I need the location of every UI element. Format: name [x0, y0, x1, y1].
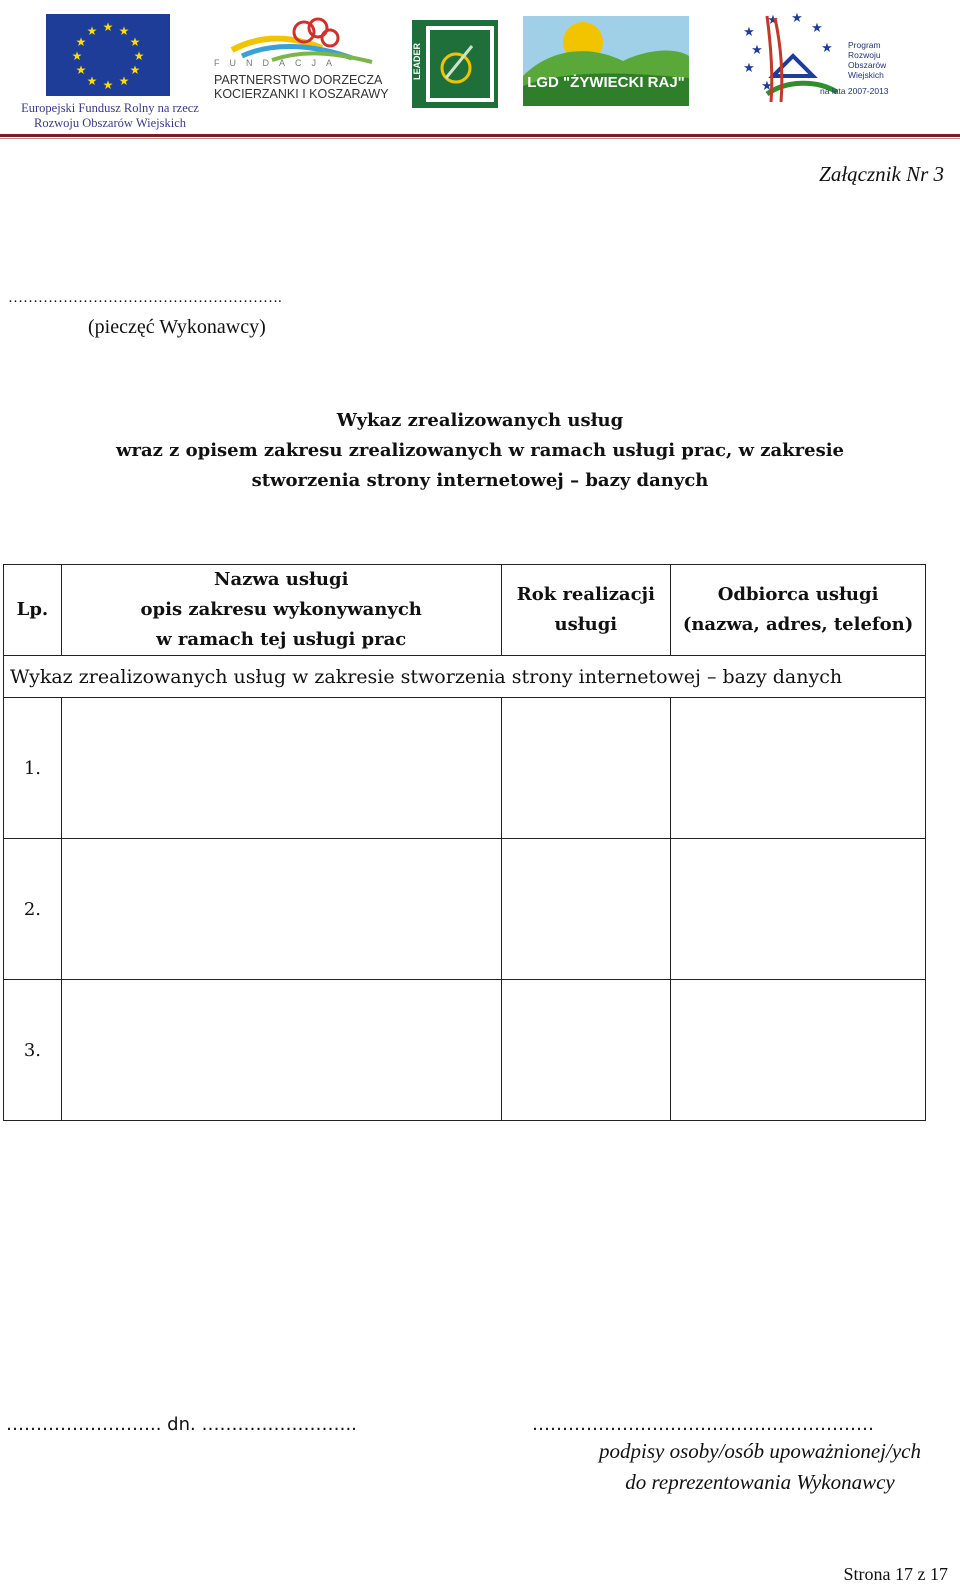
stamp-label: (pieczęć Wykonawcy) — [88, 316, 266, 338]
header-rule — [0, 134, 960, 137]
table-row — [4, 839, 926, 980]
svg-text:★: ★ — [129, 35, 141, 49]
signature-dotted-line: ………………………………………………… — [532, 1414, 874, 1435]
fundacja-label: FUNDACJA — [214, 58, 343, 68]
svg-text:★: ★ — [133, 49, 145, 63]
row-number: 2. — [4, 839, 62, 980]
svg-text:★: ★ — [75, 63, 87, 77]
svg-text:★: ★ — [102, 78, 114, 92]
service-cell[interactable] — [61, 698, 501, 839]
eu-fund-caption: Europejski Fundusz Rolny na rzecz Rozwoju Obszarów Wiejskich — [21, 101, 199, 130]
annex-label: Załącznik Nr 3 — [819, 162, 944, 186]
svg-text:LEADER: LEADER — [412, 42, 422, 80]
page-number: Strona 17 z 17 — [843, 1564, 948, 1584]
year-cell[interactable] — [501, 980, 671, 1121]
place-date-line: …………………….. dn. …………………….. — [6, 1414, 357, 1435]
svg-text:★: ★ — [751, 43, 763, 58]
svg-text:★: ★ — [767, 13, 779, 28]
svg-text:★: ★ — [75, 35, 87, 49]
year-cell[interactable] — [501, 839, 671, 980]
lgd-zywiecki-raj-logo — [523, 16, 689, 106]
service-cell[interactable] — [61, 839, 501, 980]
svg-text:★: ★ — [129, 63, 141, 77]
header-year: Rok realizacji usługi — [501, 565, 671, 656]
recipient-cell[interactable] — [671, 698, 926, 839]
prow-label: Program Rozwoju Obszarów Wiejskich — [848, 40, 887, 80]
title-line-3: stworzenia strony internetowej – bazy danych — [251, 470, 709, 491]
svg-text:★: ★ — [71, 49, 83, 63]
svg-text:★: ★ — [743, 61, 755, 76]
svg-text:★: ★ — [86, 74, 98, 88]
row-number: 1. — [4, 698, 62, 839]
stamp-dotted-line: ………………………………………………. — [8, 290, 282, 306]
signature-caption: podpisy osoby/osób upoważnionej/ych do reprezentowania Wykonawcy — [599, 1439, 921, 1494]
prow-years: na lata 2007-2013 — [820, 86, 889, 96]
table-header-row — [4, 565, 926, 656]
header-rule-thin — [0, 138, 960, 139]
document-title — [0, 406, 960, 496]
row-number: 3. — [4, 980, 62, 1121]
svg-text:★: ★ — [102, 20, 114, 34]
svg-text:★: ★ — [86, 24, 98, 38]
svg-text:★: ★ — [821, 41, 833, 56]
recipient-cell[interactable] — [671, 980, 926, 1121]
header-lp: Lp. — [4, 565, 62, 656]
lgd-label: LGD "ŻYWIECKI RAJ" — [527, 74, 685, 91]
leader-logo — [412, 20, 498, 108]
year-cell[interactable] — [501, 698, 671, 839]
services-table — [3, 564, 926, 1121]
svg-text:★: ★ — [743, 25, 755, 40]
table-section-row — [4, 656, 926, 698]
svg-text:★: ★ — [791, 11, 803, 26]
title-line-2: wraz z opisem zakresu zrealizowanych w ramach usługi prac, w zakresie — [115, 440, 845, 461]
service-cell[interactable] — [61, 980, 501, 1121]
table-row — [4, 980, 926, 1121]
table-row — [4, 698, 926, 839]
logo-bar — [0, 0, 960, 140]
recipient-cell[interactable] — [671, 839, 926, 980]
section-label: Wykaz zrealizowanych usług w zakresie stworzenia strony internetowej – bazy danych — [4, 656, 926, 698]
fundacja-name: PARTNERSTWO DORZECZA KOCIERZANKI I KOSZARAWY — [214, 73, 389, 101]
header-service-name: Nazwa usługi opis zakresu wykonywanych w ramach tej usługi prac — [61, 565, 501, 656]
svg-text:★: ★ — [811, 21, 823, 36]
svg-text:★: ★ — [118, 24, 130, 38]
svg-text:★: ★ — [118, 74, 130, 88]
header-recipient: Odbiorca usługi (nazwa, adres, telefon) — [671, 565, 926, 656]
eu-flag-logo — [46, 14, 170, 96]
svg-text:★: ★ — [761, 79, 773, 94]
title-line-1: Wykaz zrealizowanych usług — [336, 410, 624, 431]
